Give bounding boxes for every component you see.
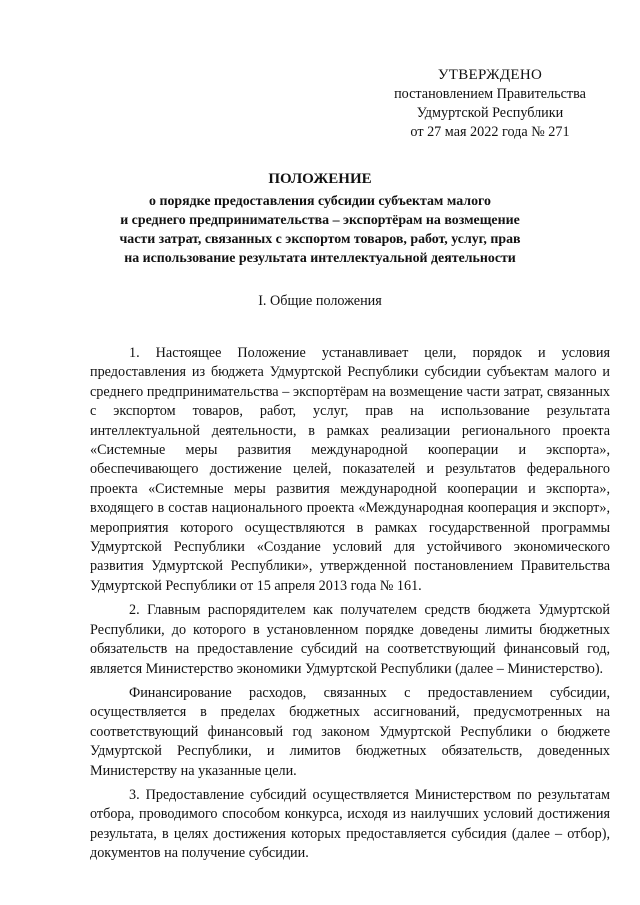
approval-stamp-word: УТВЕРЖДЕНО bbox=[437, 67, 543, 83]
document-title bbox=[90, 170, 550, 268]
paragraph-2: 2. Главным распорядителем как получателем средств бюджета Удмуртской Республики, до которого в установленном порядке доведены лимиты бюджетных обязательств на предоставление субсидий на соответствующий финансовый год, является Министерство экономики Удмуртской Республики (далее – Министерство). bbox=[90, 602, 610, 677]
section-title: I. Общие положения bbox=[258, 293, 382, 309]
title-line-3: части затрат, связанных с экспортом товаров, работ, услуг, прав bbox=[119, 232, 521, 247]
paragraph-4: 3. Предоставление субсидий осуществляется Министерством по результатам отбора, проводимого способом конкурса, исходя из наилучших условий достижения результата, в целях достижения которых предоставляется субсидия (далее – отбор), документов на получение субсидии. bbox=[90, 786, 610, 862]
title-line-1: о порядке предоставления субсидии субъектам малого bbox=[149, 194, 491, 209]
title-line-4: на использование результата интеллектуальной деятельности bbox=[124, 251, 516, 266]
approval-stamp bbox=[380, 66, 600, 142]
paragraph-1: 1. Настоящее Положение устанавливает цели, порядок и условия предоставления из бюджета Удмуртской Республики субсидии субъектам малого и среднего предпринимательства – экспортёрам на возмещение части затрат, связанных с экспортом товаров, работ, услуг, прав на использование результата интеллектуальной деятельности, в рамках реализации регионального проекта «Системные меры развития международной кооперации и экспорта», обеспечивающего достижение целей, показателей и результатов федерального проекта «Системные меры развития международной кооперации и экспорта», входящего в состав национального проекта «Международная кооперация и экспорт», мероприятия которого осуществляются в рамках государственной программы Удмуртской Республики «Создание условий для устойчивого экономического развития Удмуртской Республики», утвержденной постановлением Правительства Удмуртской Республики от 15 апреля 2013 года № 161. bbox=[90, 345, 610, 594]
title-line-2: и среднего предпринимательства – экспортёрам на возмещение bbox=[120, 213, 520, 228]
approval-line-1: постановлением Правительства bbox=[394, 86, 586, 102]
document-heading: ПОЛОЖЕНИЕ bbox=[268, 171, 372, 187]
approval-line-3: от 27 мая 2022 года № 271 bbox=[410, 124, 570, 140]
approval-line-2: Удмуртской Республики bbox=[416, 105, 564, 121]
paragraph-3: Финансирование расходов, связанных с предоставлением субсидии, осуществляется в пределах бюджетных ассигнований, предусмотренных на соответствующий финансовый год законом Удмуртской Республики о бюджете Удмуртской Республики, и лимитов бюджетных обязательств, доведенных Министерству на указанные цели. bbox=[90, 684, 610, 779]
document-body bbox=[90, 344, 610, 869]
